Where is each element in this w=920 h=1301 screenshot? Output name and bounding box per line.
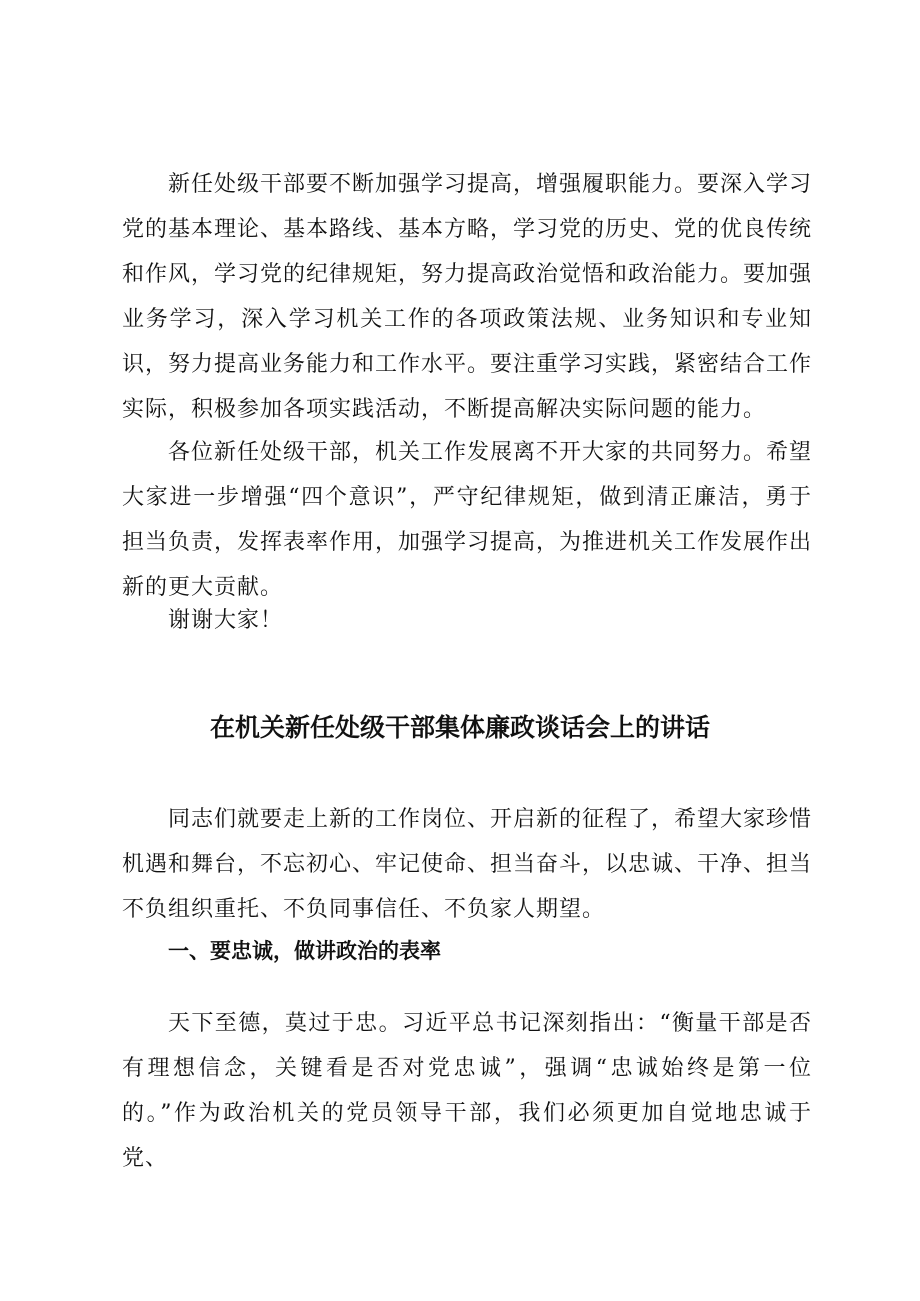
paragraph-hope: 各位新任处级干部，机关工作发展离不开大家的共同努力。希望大家进一步增强“四个意识”，严守纪律规矩，做到清正廉洁，勇于担当负责，发挥表率作用，加强学习提高，为推进机关工作发展作出新的更大贡献。 [122, 440, 813, 600]
paragraph-thanks: 谢谢大家！ [168, 608, 284, 633]
paragraph-intro: 同志们就要走上新的工作岗位、开启新的征程了，希望大家珍惜机遇和舞台，不忘初心、牢记使命、担当奋斗，以忠诚、干净、担当不负组织重托、不负同事信任、不负家人期望。 [122, 807, 813, 922]
section-heading-loyalty: 一、要忠诚，做讲政治的表率 [168, 939, 441, 963]
paragraph-loyalty: 天下至德，莫过于忠。习近平总书记深刻指出：“衡量干部是否有理想信念，关键看是否对党忠诚”，强调“忠诚始终是第一位的。”作为政治机关的党员领导干部，我们必须更加自觉地忠诚于党、 [122, 1011, 812, 1171]
speech-title: 在机关新任处级干部集体廉政谈话会上的讲话 [209, 713, 710, 742]
paragraph-study: 新任处级干部要不断加强学习提高，增强履职能力。要深入学习党的基本理论、基本路线、基本方略，学习党的历史、党的优良传统和作风，学习党的纪律规矩，努力提高政治觉悟和政治能力。要加强业务学习，深入学习机关工作的各项政策法规、业务知识和专业知识，努力提高业务能力和工作水平。要注重学习实践，紧密结合工作实际，积极参加各项实践活动，不断提高解决实际问题的能力。 [122, 172, 813, 422]
